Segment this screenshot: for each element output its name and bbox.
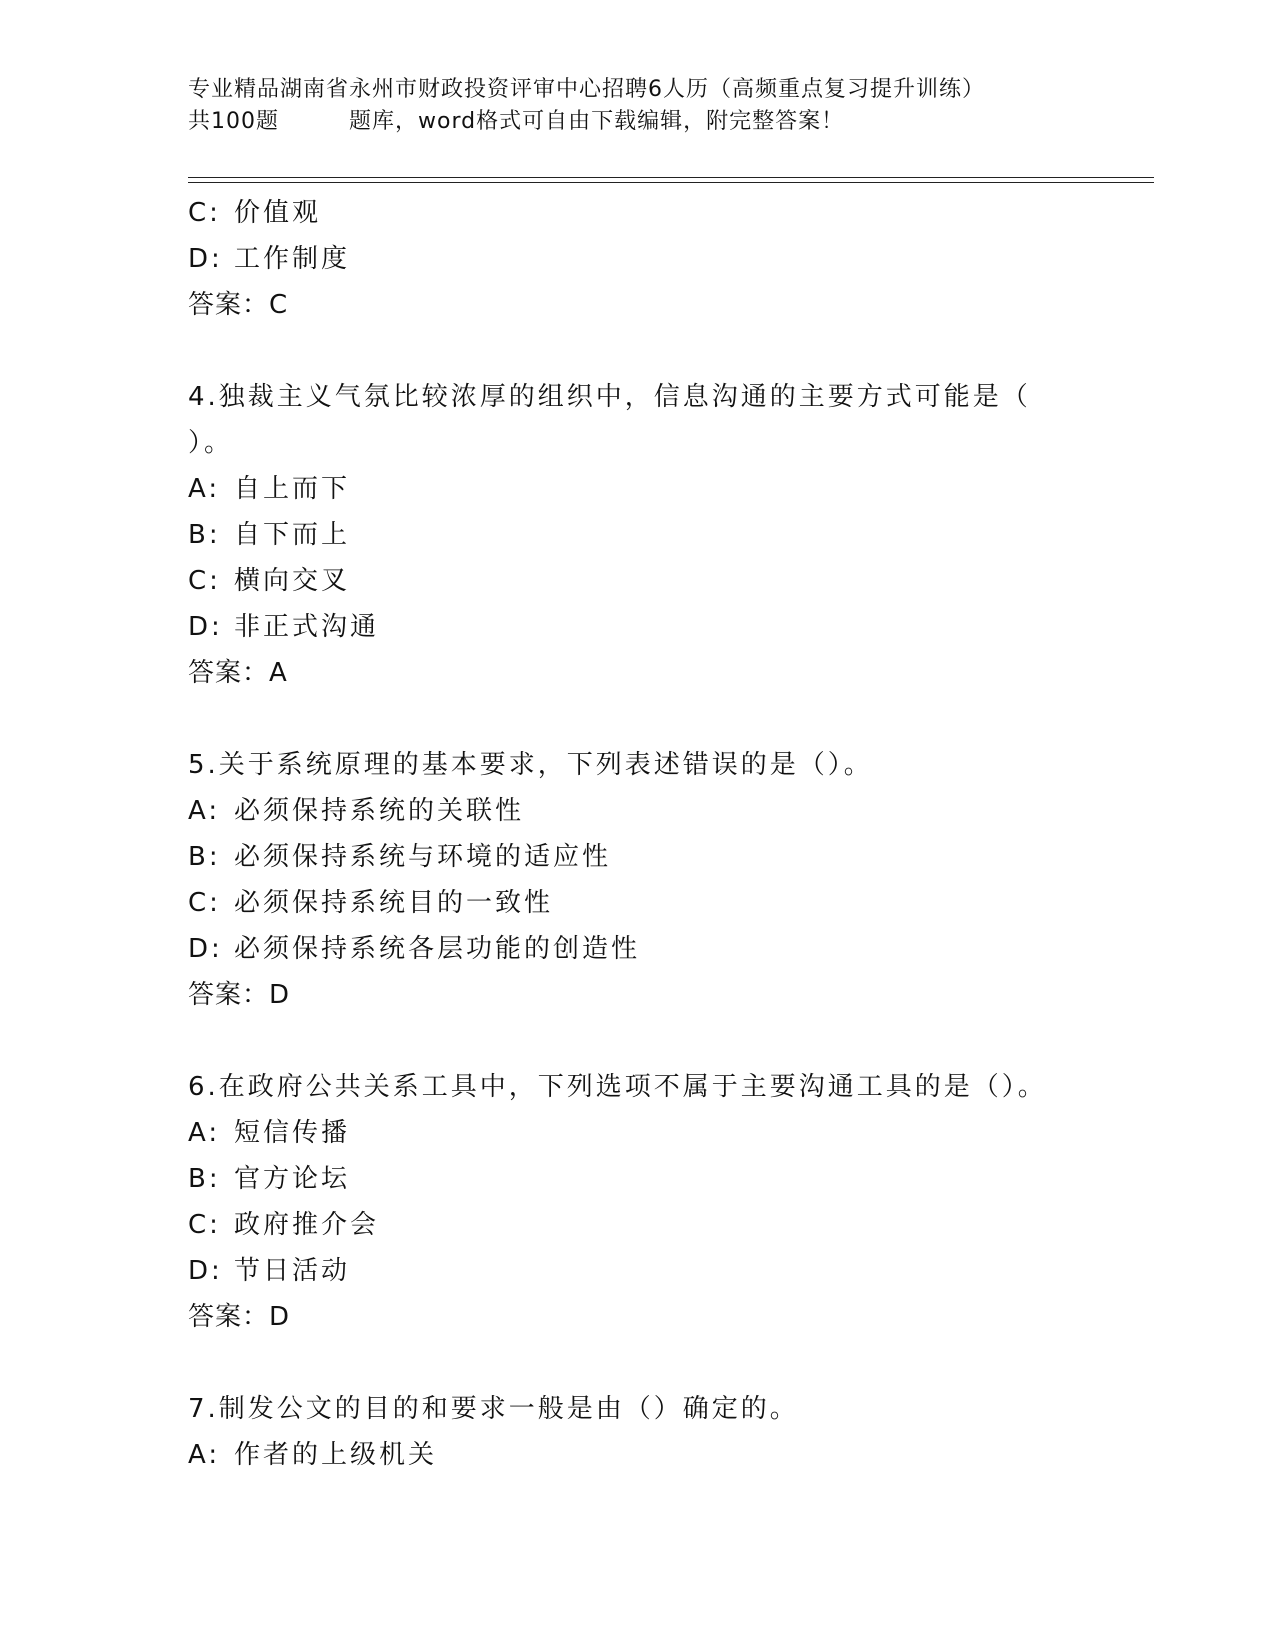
option-line (188, 788, 1088, 834)
document-header (188, 74, 1088, 138)
question-stem: 5.关于系统原理的基本要求，下列表述错误的是（）。 (188, 750, 873, 780)
option-line (188, 466, 1088, 512)
option-key: D: (188, 244, 223, 274)
option-text: 工作制度 (234, 244, 351, 274)
option-key: A: (188, 1440, 221, 1470)
answer-line: 答案：C (188, 290, 289, 320)
option-text: 短信传播 (234, 1118, 351, 1148)
option-key: A: (188, 1118, 221, 1148)
question-stem: 7.制发公文的目的和要求一般是由（）确定的。 (188, 1394, 799, 1424)
option-key: B: (188, 1164, 221, 1194)
option-key: A: (188, 474, 221, 504)
question-stem: 6.在政府公共关系工具中，下列选项不属于主要沟通工具的是（）。 (188, 1072, 1047, 1102)
option-text: 价值观 (234, 198, 322, 228)
option-line (188, 1202, 1088, 1248)
header-divider-top (188, 177, 1154, 178)
option-text: 横向交叉 (234, 566, 351, 596)
option-key: C: (188, 888, 221, 918)
option-text: 必须保持系统目的一致性 (234, 888, 554, 918)
option-text: 官方论坛 (234, 1164, 351, 1194)
option-line (188, 512, 1088, 558)
header-count: 共100题 (188, 109, 279, 134)
option-line (188, 880, 1088, 926)
option-text: 作者的上级机关 (234, 1440, 438, 1470)
option-text: 必须保持系统各层功能的创造性 (234, 934, 641, 964)
option-text: 自上而下 (234, 474, 351, 504)
question-list (188, 190, 1088, 1478)
option-line (188, 1110, 1088, 1156)
option-line (188, 604, 1088, 650)
option-line (188, 1432, 1088, 1478)
option-key: C: (188, 198, 221, 228)
option-line (188, 1156, 1088, 1202)
header-title: 专业精品湖南省永州市财政投资评审中心招聘6人历（高频重点复习提升训练） (188, 77, 985, 102)
option-key: B: (188, 842, 221, 872)
option-line (188, 558, 1088, 604)
option-text: 必须保持系统与环境的适应性 (234, 842, 612, 872)
answer-line: 答案：D (188, 1302, 291, 1332)
option-key: A: (188, 796, 221, 826)
option-text: 必须保持系统的关联性 (234, 796, 525, 826)
option-line (188, 834, 1088, 880)
header-divider-bottom (188, 182, 1154, 183)
option-line (188, 1248, 1088, 1294)
option-line (188, 926, 1088, 972)
option-key: C: (188, 566, 221, 596)
option-text: 非正式沟通 (234, 612, 380, 642)
question-stem: 4.独裁主义气氛比较浓厚的组织中，信息沟通的主要方式可能是（ (188, 382, 1031, 412)
option-key: B: (188, 520, 221, 550)
option-text: 政府推介会 (234, 1210, 380, 1240)
option-line (188, 190, 1088, 236)
option-key: D: (188, 1256, 223, 1286)
option-key: D: (188, 612, 223, 642)
question-stem-continued: ）。 (188, 428, 234, 458)
option-line (188, 236, 1088, 282)
option-text: 节日活动 (234, 1256, 351, 1286)
option-key: C: (188, 1210, 221, 1240)
option-text: 自下而上 (234, 520, 351, 550)
header-subtitle (188, 106, 1088, 138)
answer-line: 答案：A (188, 658, 288, 688)
header-description: 题库，word格式可自由下载编辑，附完整答案！ (349, 109, 845, 134)
answer-line: 答案：D (188, 980, 291, 1010)
option-key: D: (188, 934, 223, 964)
